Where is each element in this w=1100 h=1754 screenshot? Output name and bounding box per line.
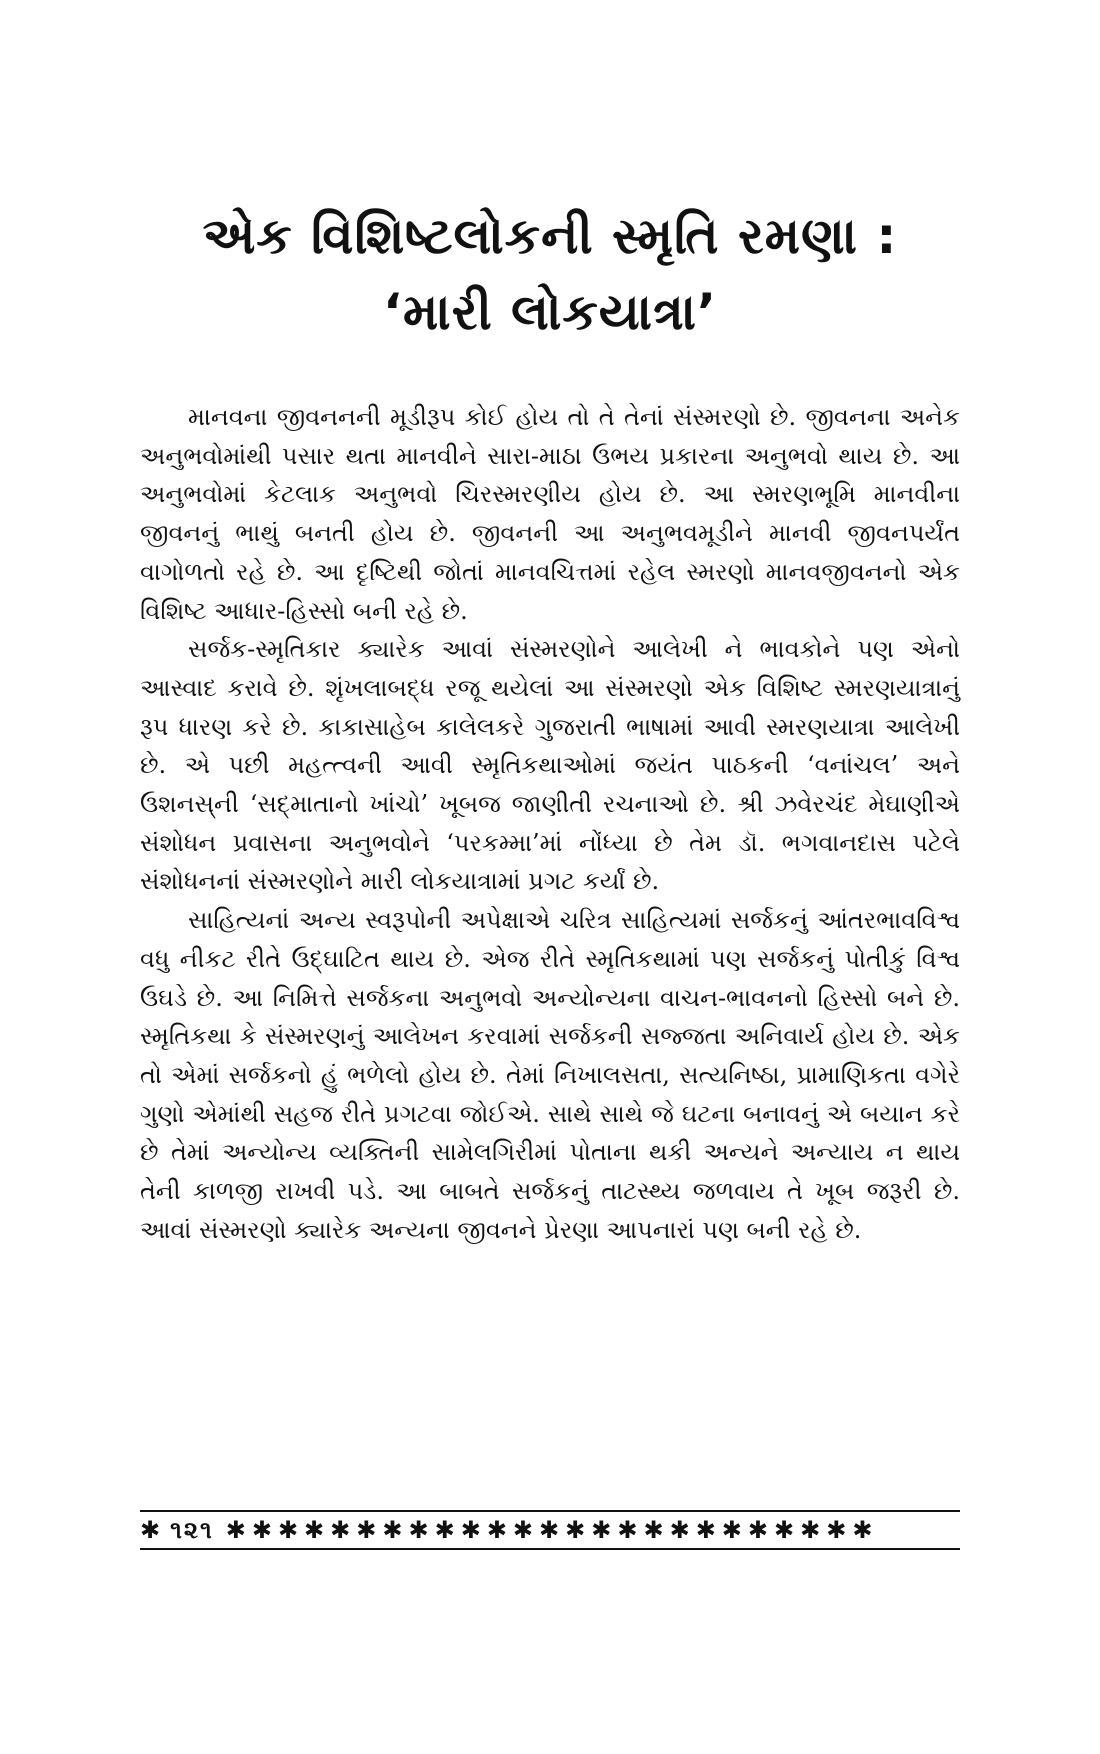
body-text — [140, 398, 960, 1249]
star-border-ornament: ✱✱✱✱✱✱✱✱✱✱✱✱✱✱✱✱✱✱✱✱✱✱✱✱✱ — [225, 1516, 879, 1544]
page-title-line-1: એક વિશિષ્ટલોકની સ્મૃતિ રમણા : — [202, 207, 898, 265]
page-footer — [140, 1510, 960, 1550]
paragraph-1: માનવના જીવનનની મૂડીરૂપ કોઈ હોય તો તે તેનાં સંસ્મરણો છે. જીવનના અનેક અનુભવોમાંથી પસાર થતા માનવીને સારા-માઠા ઉભય પ્રકારના અનુભવો થાય છે. આ અનુભવોમાં કેટલાક અનુભવો ચિરસ્મરણીય હોય છે. આ સ્મરણભૂમિ માનવીના જીવનનું ભાથું બનતી હોય છે. જીવનની આ અનુભવમૂડીને માનવી જીવનપર્યંત વાગોળતો રહે છે. આ દૃષ્ટિથી જોતાં માનવચિત્તમાં રહેલ સ્મરણો માનવજીવનનો એક વિશિષ્ટ આધાર-હિસ્સો બની રહે છે. — [140, 403, 960, 625]
footer-bottom-rule — [140, 1548, 960, 1550]
paragraph-2: સર્જક-સ્મૃતિકાર ક્યારેક આવાં સંસ્મરણોને આલેખી ને ભાવકોને પણ એનો આસ્વાદ કરાવે છે. શૃંખલાબદ્ધ રજૂ થયેલાં આ સંસ્મરણો એક વિશિષ્ટ સ્મરણયાત્રાનું રૂપ ધારણ કરે છે. કાકાસાહેબ કાલેલકરે ગુજરાતી ભાષામાં આવી સ્મરણયાત્રા આલેખી છે. એ પછી મહત્ત્વની આવી સ્મૃતિકથાઓમાં જયંત પાઠકની ‘વનાંચલ’ અને ઉશનસ્‌ની ‘સદ્‌માતાનો ખાંચો’ ખૂબજ જાણીતી રચનાઓ છે. શ્રી ઝવેરચંદ મેઘાણીએ સંશોધન પ્રવાસના અનુભવોને ‘પરકમ્મા’માં નોંધ્યા છે તેમ ડૉ. ભગવાનદાસ પટેલે સંશોધનનાં સંસ્મરણોને મારી લોકયાત્રામાં પ્રગટ કર્યાં છે. — [140, 635, 960, 896]
star-ornament-icon: ✱ — [140, 1516, 161, 1544]
page-number: ૧૨૧ — [170, 1516, 214, 1544]
page-title-line-2: ‘મારી લોકયાત્રા’ — [383, 283, 717, 341]
footer-ornament-row — [140, 1514, 960, 1546]
footer-top-rule — [140, 1510, 960, 1512]
paragraph-3: સાહિત્યનાં અન્ય સ્વરૂપોની અપેક્ષાએ ચરિત્ર સાહિત્યમાં સર્જકનું આંતરભાવવિશ્વ વધુ નીકટ રીતે ઉદ્‌ઘાટિત થાય છે. એજ રીતે સ્મૃતિકથામાં પણ સર્જકનું પોતીકું વિશ્વ ઉઘડે છે. આ નિમિત્તે સર્જકના અનુભવો અન્યોન્યના વાચન-ભાવનનો હિસ્સો બને છે. સ્મૃતિકથા કે સંસ્મરણનું આલેખન કરવામાં સર્જકની સજ્જતા અનિવાર્ય હોય છે. એક તો એમાં સર્જકનો હું ભળેલો હોય છે. તેમાં નિખાલસતા, સત્યનિષ્ઠા, પ્રામાણિકતા વગેરે ગુણો એમાંથી સહજ રીતે પ્રગટવા જોઈએ. સાથે સાથે જે ઘટના બનાવનું એ બયાન કરે છે તેમાં અન્યોન્ય વ્યક્તિની સામેલગિરીમાં પોતાના થકી અન્યને અન્યાય ન થાય તેની કાળજી રાખવી પડે. આ બાબતે સર્જકનું તાટસ્થ્ય જળવાય તે ખૂબ જરૂરી છે. આવાં સંસ્મરણો ક્યારેક અન્યના જીવનને પ્રેરણા આપનારાં પણ બની રહે છે. — [140, 906, 960, 1244]
